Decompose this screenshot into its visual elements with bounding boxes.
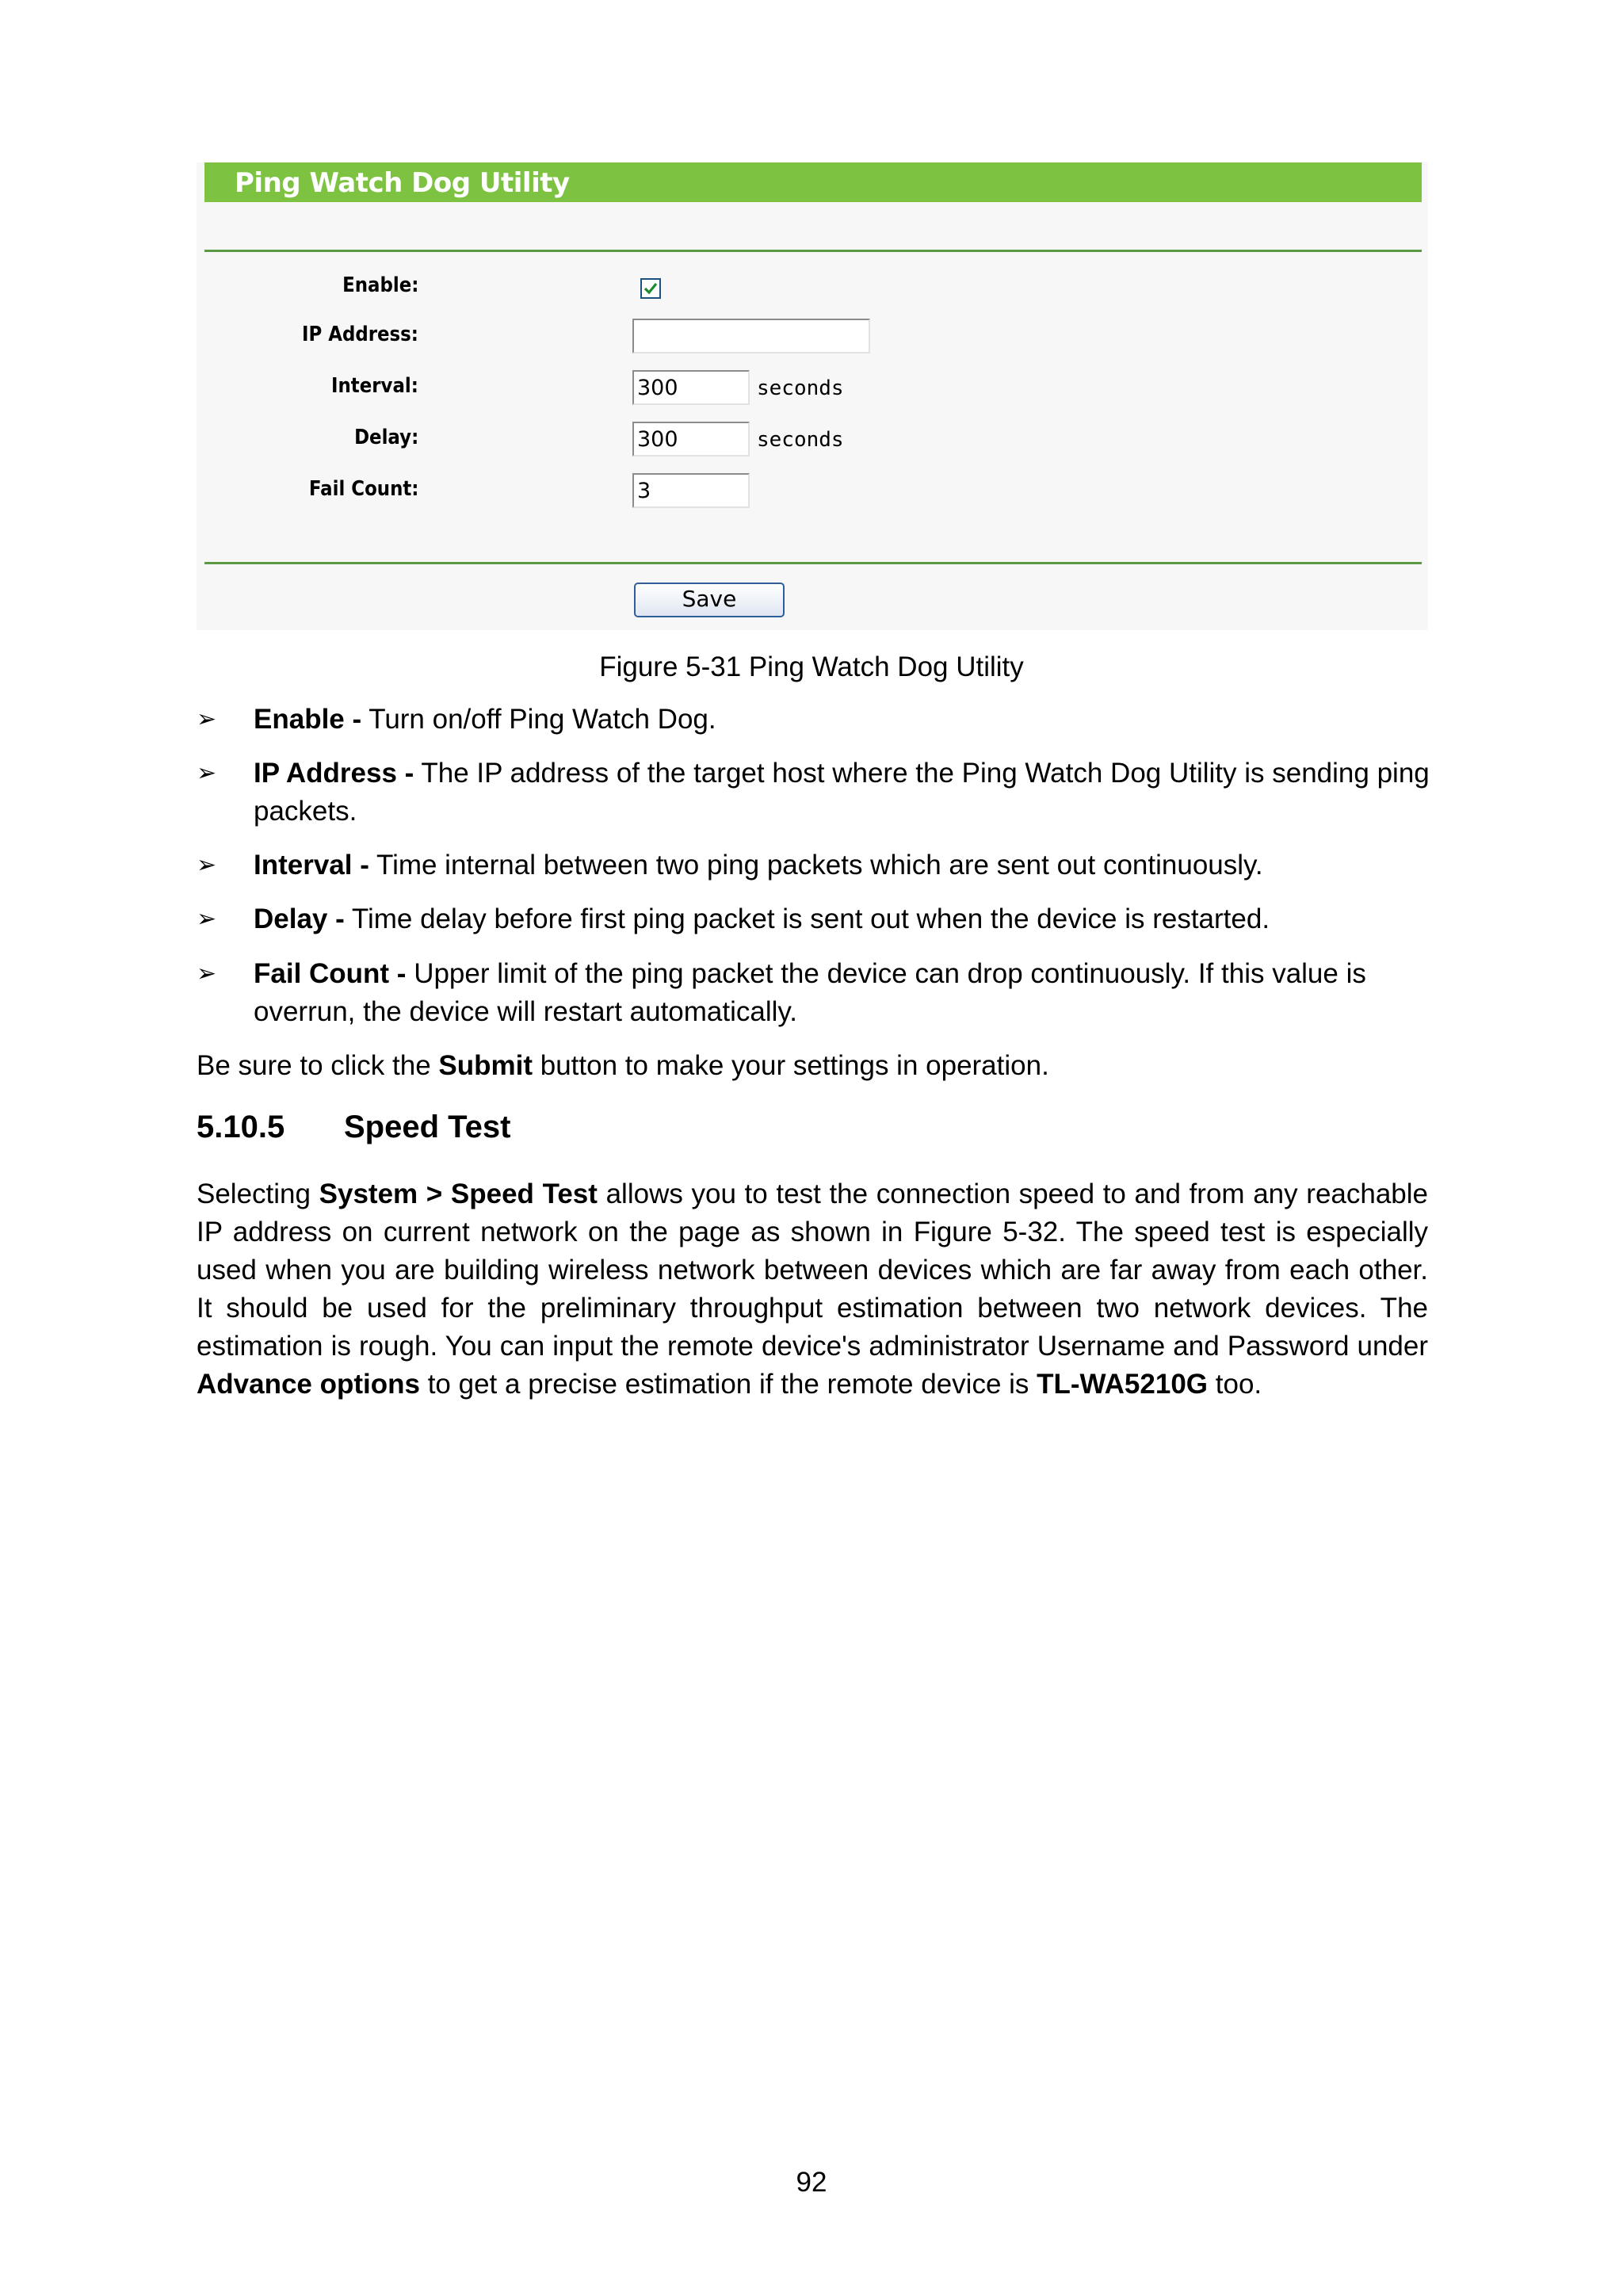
check-icon	[643, 281, 659, 296]
interval-unit: seconds	[757, 376, 844, 400]
section-number: 5.10.5	[197, 1110, 285, 1144]
arrow-bullet-icon: ➢	[197, 905, 217, 933]
panel-header	[204, 162, 1422, 202]
enable-label: Enable:	[342, 273, 418, 297]
bullet-delay	[197, 900, 1433, 938]
figure-caption: Figure 5-31 Ping Watch Dog Utility	[599, 651, 1024, 682]
paragraph-bold: Advance options	[197, 1369, 420, 1400]
bullet-fail-count	[197, 955, 1433, 1031]
section-heading	[197, 1110, 510, 1145]
fail-count-input[interactable]	[632, 473, 750, 508]
enable-checkbox[interactable]	[640, 278, 661, 299]
fail-count-label: Fail Count:	[308, 477, 418, 501]
submit-note-post: button to make your settings in operation.	[533, 1050, 1049, 1081]
speed-test-paragraph	[197, 1175, 1428, 1404]
bullet-text: The IP address of the target host where the Ping Watch Dog Utility is sending ping packets.	[254, 758, 1430, 827]
bottom-divider	[204, 562, 1422, 564]
submit-note	[197, 1047, 1428, 1085]
bullet-term: Delay -	[254, 904, 345, 934]
bullet-text: Turn on/off Ping Watch Dog.	[361, 704, 716, 735]
bullet-term: IP Address -	[254, 758, 414, 789]
bullet-interval	[197, 846, 1433, 884]
bullet-term: Fail Count -	[254, 958, 407, 989]
submit-note-pre: Be sure to click the	[197, 1050, 439, 1081]
panel-title: Ping Watch Dog Utility	[235, 167, 570, 199]
bullet-text: Time internal between two ping packets which are sent out continuously.	[369, 850, 1263, 881]
arrow-bullet-icon: ➢	[197, 851, 217, 879]
arrow-bullet-icon: ➢	[197, 960, 217, 988]
section-title: Speed Test	[344, 1110, 511, 1144]
ip-address-label: IP Address:	[302, 323, 418, 346]
bullet-term: Enable -	[254, 704, 362, 735]
paragraph-bold: System > Speed Test	[319, 1179, 598, 1209]
interval-input[interactable]	[632, 370, 750, 405]
bullet-enable	[197, 701, 1433, 739]
bullet-text: Upper limit of the ping packet the device can drop continuously. If this value is overrun, the device will restart automatically.	[254, 958, 1366, 1027]
paragraph-text: too.	[1208, 1369, 1262, 1400]
submit-note-bold: Submit	[438, 1050, 533, 1081]
bullet-term: Interval -	[254, 850, 369, 881]
paragraph-text: allows you to test the connection speed to and from any reachable IP address on current network on the page as shown in Figure 5-32. The speed test is especially used when you are building wireless network between devices which are far away from each other. It should be used for the preliminary throughput estimation between two network devices. The estimation is rough. You can input the remote device's administrator Username and Password under	[197, 1179, 1429, 1362]
interval-label: Interval:	[331, 374, 418, 398]
paragraph-text: to get a precise estimation if the remote device is	[419, 1369, 1037, 1400]
ip-address-input[interactable]	[632, 319, 870, 353]
paragraph-bold: TL-WA5210G	[1037, 1369, 1209, 1400]
bullet-text: Time delay before first ping packet is sent out when the device is restarted.	[344, 904, 1270, 934]
paragraph-text: Selecting	[197, 1179, 319, 1209]
ping-watchdog-screenshot	[197, 162, 1428, 630]
delay-label: Delay:	[353, 426, 418, 449]
bullet-ip-address	[197, 755, 1433, 831]
delay-unit: seconds	[757, 428, 844, 452]
top-divider	[204, 250, 1422, 252]
arrow-bullet-icon: ➢	[197, 705, 217, 733]
delay-input[interactable]	[632, 422, 750, 457]
page-number: 92	[796, 2167, 827, 2198]
arrow-bullet-icon: ➢	[197, 759, 217, 787]
save-button[interactable]: Save	[634, 583, 785, 617]
